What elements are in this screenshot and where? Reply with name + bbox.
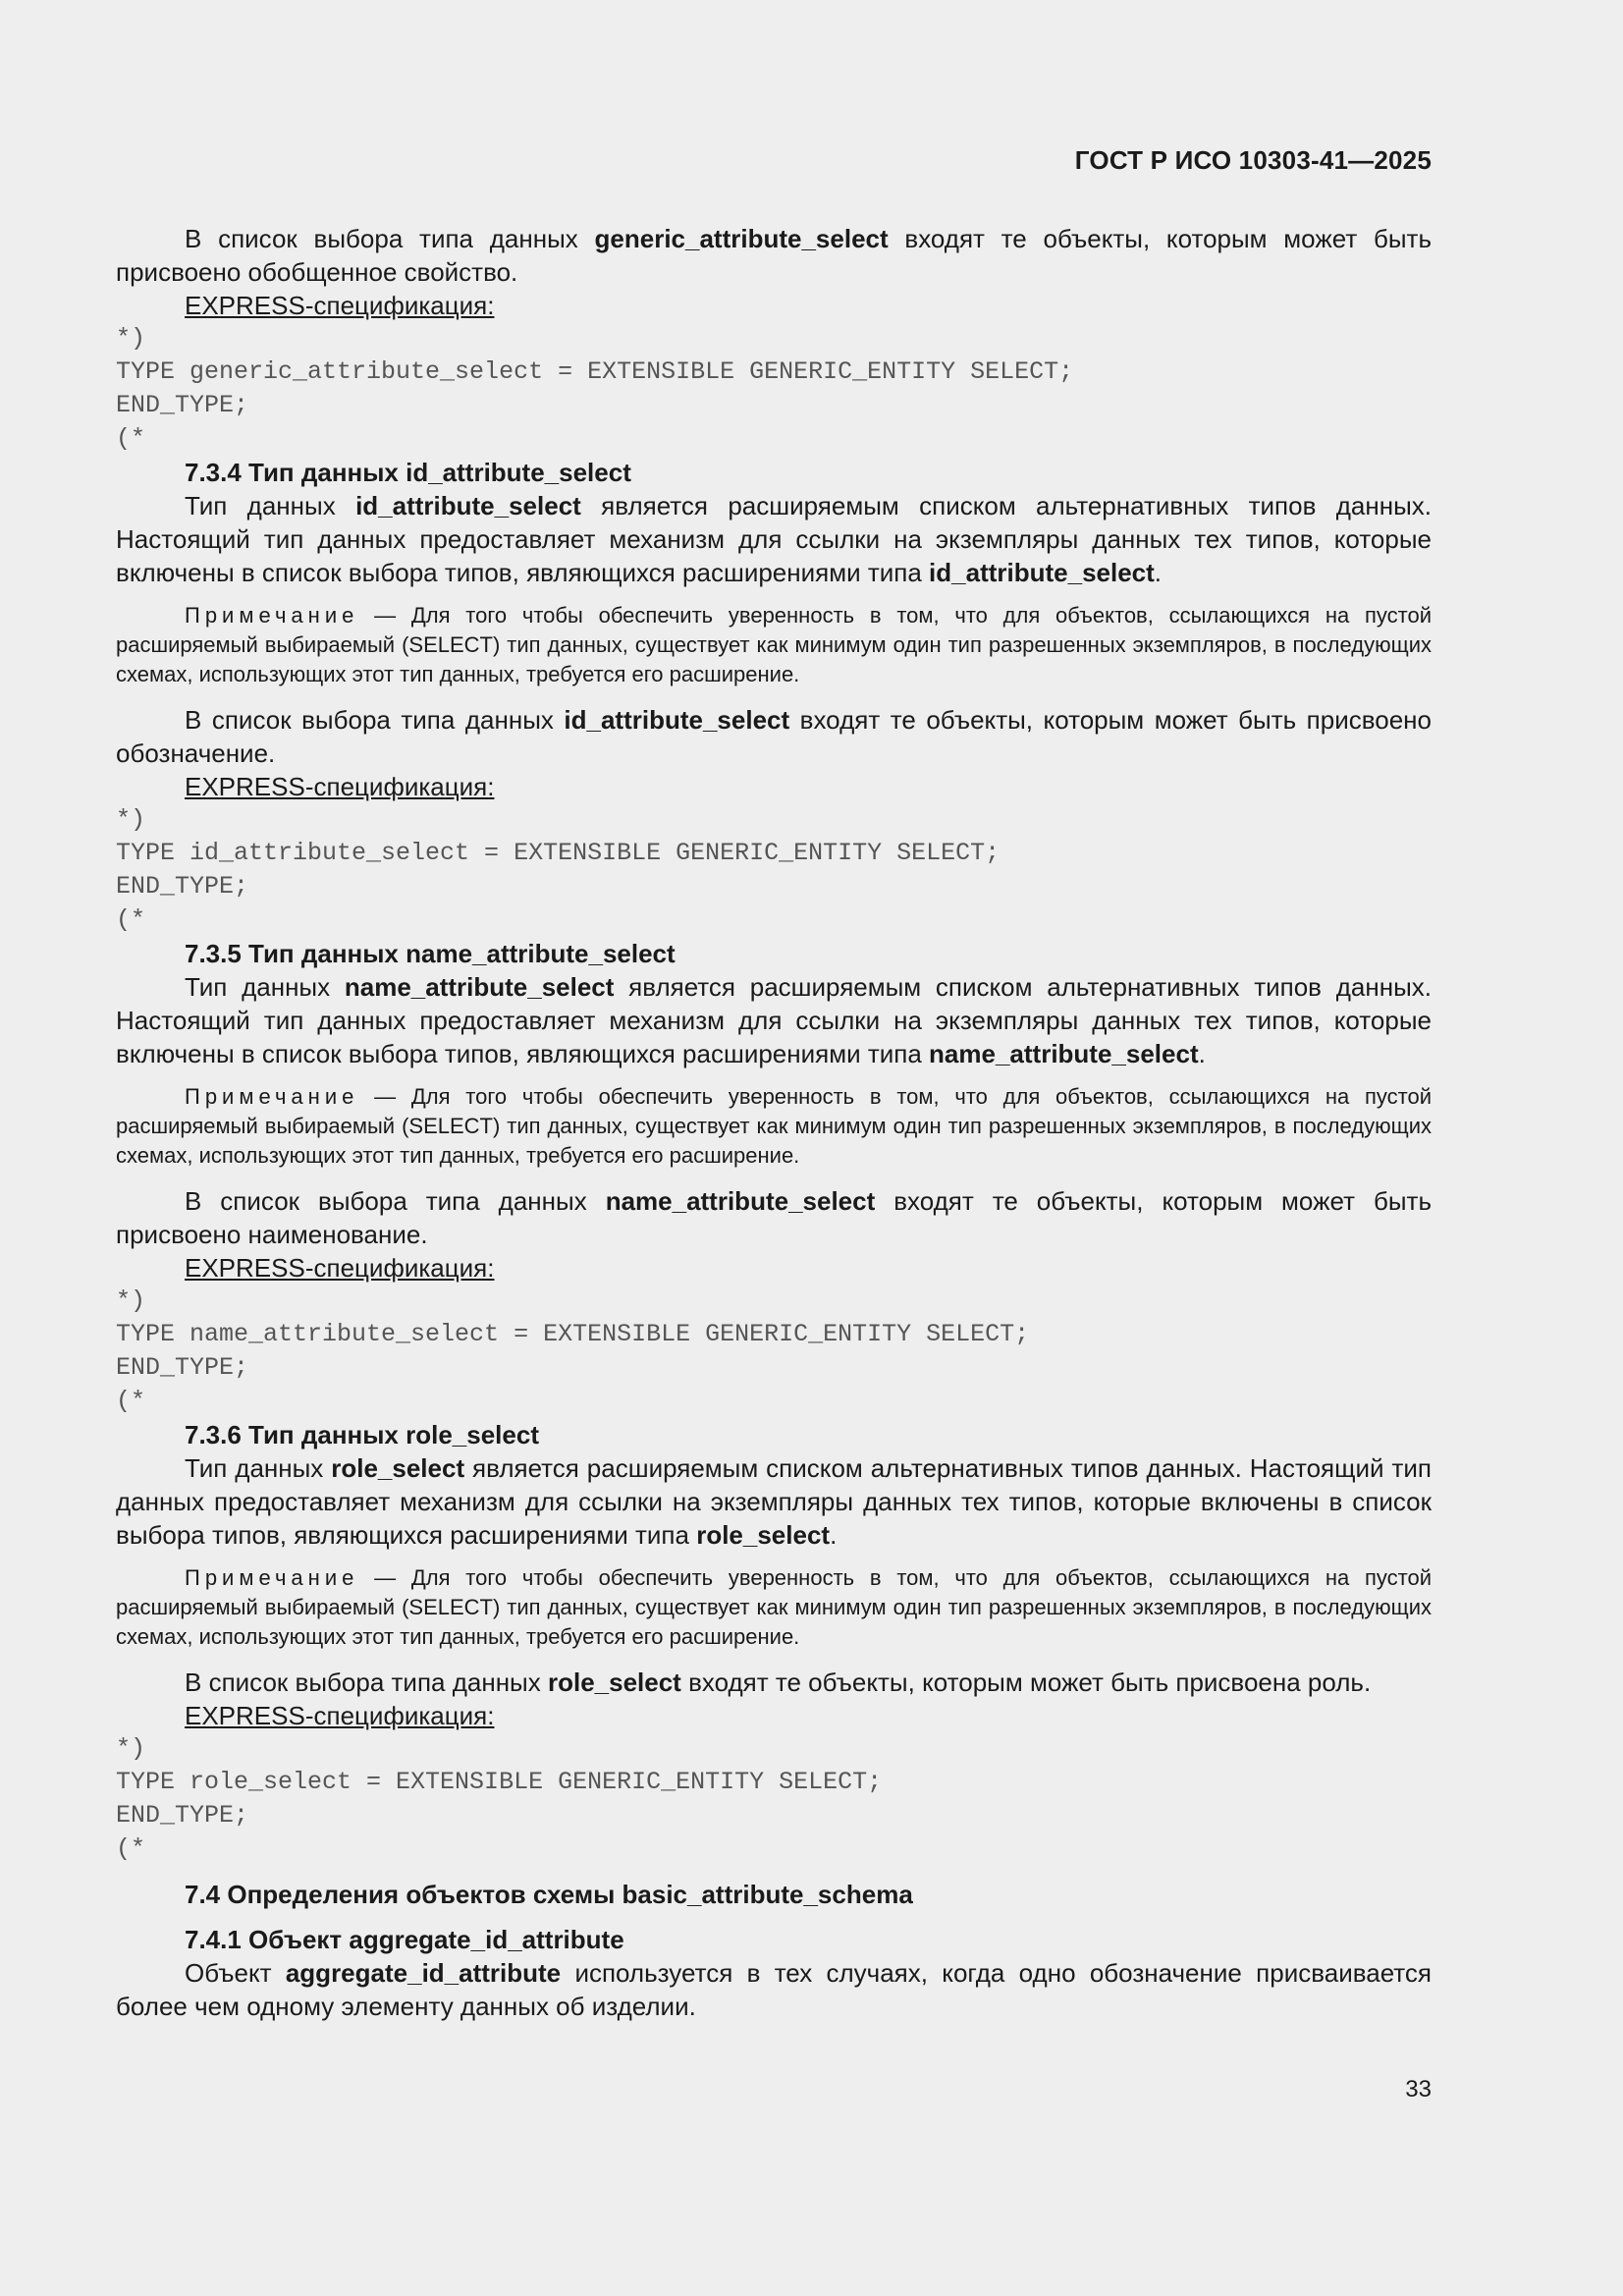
bold-term: id_attribute_select (564, 705, 790, 735)
bold-term: name_attribute_select (344, 972, 615, 1002)
section-heading-734: 7.3.4 Тип данных id_attribute_select (185, 458, 631, 487)
note-label: Примечание (185, 1565, 359, 1590)
bold-term: name_attribute_select (929, 1039, 1199, 1068)
section-description (116, 489, 1432, 589)
note (116, 1082, 1432, 1171)
express-label: EXPRESS-спецификация: (185, 1253, 495, 1283)
select-paragraph (116, 1666, 1432, 1699)
standard-header: ГОСТ Р ИСО 10303-41—2025 (1074, 145, 1432, 175)
code-line: TYPE generic_attribute_select = EXTENSIBLE GENERIC_ENTITY SELECT; (116, 357, 1074, 386)
code-line: (* (116, 1387, 146, 1415)
note (116, 1563, 1432, 1652)
select-paragraph (116, 703, 1432, 770)
code-line: *) (116, 805, 146, 834)
note-label: Примечание (185, 1084, 359, 1109)
text-run: . (830, 1520, 838, 1550)
text-run: входят те объекты, которым может быть присвоено наименование. (116, 1186, 1432, 1249)
code-line: (* (116, 424, 146, 453)
text-run: В список выбора типа данных (185, 224, 595, 253)
text-run: Тип данных (185, 491, 356, 520)
code-line: END_TYPE; (116, 872, 249, 901)
section-heading-735: 7.3.5 Тип данных name_attribute_select (185, 939, 676, 968)
text-run: Объект (185, 1958, 286, 1988)
text-run: входят те объекты, которым может быть присвоено обозначение. (116, 705, 1433, 768)
note-text: — Для того чтобы обеспечить уверенность в том, что для объектов, ссылающихся на пустой расширяемый выбираемый (SELECT) тип данных, существует как минимум один тип разрешенных экземпляров, в последующих схемах, использующих этот тип данных, требуется его расширение. (116, 603, 1432, 686)
bold-term: aggregate_id_attribute (285, 1958, 562, 1988)
select-paragraph (116, 1184, 1432, 1251)
bold-term: id_attribute_select (355, 491, 581, 520)
code-line: (* (116, 905, 146, 934)
section-description (116, 1451, 1432, 1552)
code-block (116, 1285, 1432, 1418)
code-block (116, 803, 1432, 937)
code-line: *) (116, 1734, 146, 1763)
bold-term: generic_attribute_select (594, 224, 889, 253)
note-text: — Для того чтобы обеспечить уверенность в том, что для объектов, ссылающихся на пустой расширяемый выбираемый (SELECT) тип данных, существует как минимум один тип разрешенных экземпляров, в последующих схемах, использующих этот тип данных, требуется его расширение. (116, 1084, 1432, 1168)
express-label: EXPRESS-спецификация: (185, 291, 495, 320)
section-heading-741: 7.4.1 Объект aggregate_id_attribute (185, 1925, 624, 1954)
code-line: TYPE role_select = EXTENSIBLE GENERIC_ENTITY SELECT; (116, 1768, 883, 1796)
code-line: (* (116, 1834, 146, 1863)
express-label: EXPRESS-спецификация: (185, 1701, 495, 1730)
code-line: END_TYPE; (116, 1353, 249, 1382)
page-number: 33 (1405, 2076, 1432, 2103)
bold-term: role_select (331, 1453, 465, 1483)
section-description (116, 970, 1432, 1070)
text-run: является расширяемым списком альтернативных типов данных. Настоящий тип данных предоставляет механизм для ссылки на экземпляры данных тех типов, которые включены в список выбора типов, являющихся расширениями типа (116, 1453, 1433, 1550)
note-label: Примечание (185, 603, 359, 628)
text-run: В список выбора типа данных (185, 1186, 606, 1216)
text-run: Тип данных (185, 972, 345, 1002)
section-heading-736: 7.3.6 Тип данных role_select (185, 1420, 539, 1449)
note-text: — Для того чтобы обеспечить уверенность в том, что для объектов, ссылающихся на пустой расширяемый выбираемый (SELECT) тип данных, существует как минимум один тип разрешенных экземпляров, в последующих схемах, использующих этот тип данных, требуется его расширение. (116, 1565, 1432, 1649)
express-label: EXPRESS-спецификация: (185, 772, 495, 801)
code-line: END_TYPE; (116, 391, 249, 419)
text-run: является расширяемым списком альтернативных типов данных. Настоящий тип данных предоставляет механизм для ссылки на экземпляры данных тех типов, которые включены в список выбора типов, являющихся расширениями типа (116, 972, 1432, 1068)
code-line: *) (116, 324, 146, 353)
code-line: TYPE id_attribute_select = EXTENSIBLE GENERIC_ENTITY SELECT; (116, 839, 1001, 867)
text-run: Тип данных (185, 1453, 332, 1483)
text-run: является расширяемым списком альтернативных типов данных. Настоящий тип данных предоставляет механизм для ссылки на экземпляры данных тех типов, которые включены в список выбора типов, являющихся расширениями типа (116, 491, 1432, 587)
text-run: используется в тех случаях, когда одно обозначение присваивается более чем одному элементу данных об изделии. (116, 1958, 1432, 2021)
page-content (116, 222, 1432, 2023)
text-run: . (1154, 558, 1163, 587)
text-run: входят те объекты, которым может быть присвоено обобщенное свойство. (116, 224, 1432, 287)
intro-paragraph (116, 222, 1432, 289)
text-run: входят те объекты, которым может быть присвоена роль. (680, 1667, 1372, 1697)
code-line: TYPE name_attribute_select = EXTENSIBLE GENERIC_ENTITY SELECT; (116, 1320, 1030, 1348)
code-line: END_TYPE; (116, 1801, 249, 1830)
code-line: *) (116, 1286, 146, 1315)
bold-term: id_attribute_select (929, 558, 1155, 587)
bold-term: name_attribute_select (605, 1186, 876, 1216)
code-block (116, 1732, 1432, 1866)
text-run: В список выбора типа данных (185, 705, 565, 735)
note (116, 601, 1432, 689)
bold-term: role_select (547, 1667, 681, 1697)
section-heading-74: 7.4 Определения объектов схемы basic_attribute_schema (185, 1880, 913, 1909)
code-block-generic (116, 322, 1432, 456)
bold-term: role_select (696, 1520, 831, 1550)
section-description (116, 1956, 1432, 2023)
text-run: В список выбора типа данных (185, 1667, 548, 1697)
text-run: . (1198, 1039, 1206, 1068)
